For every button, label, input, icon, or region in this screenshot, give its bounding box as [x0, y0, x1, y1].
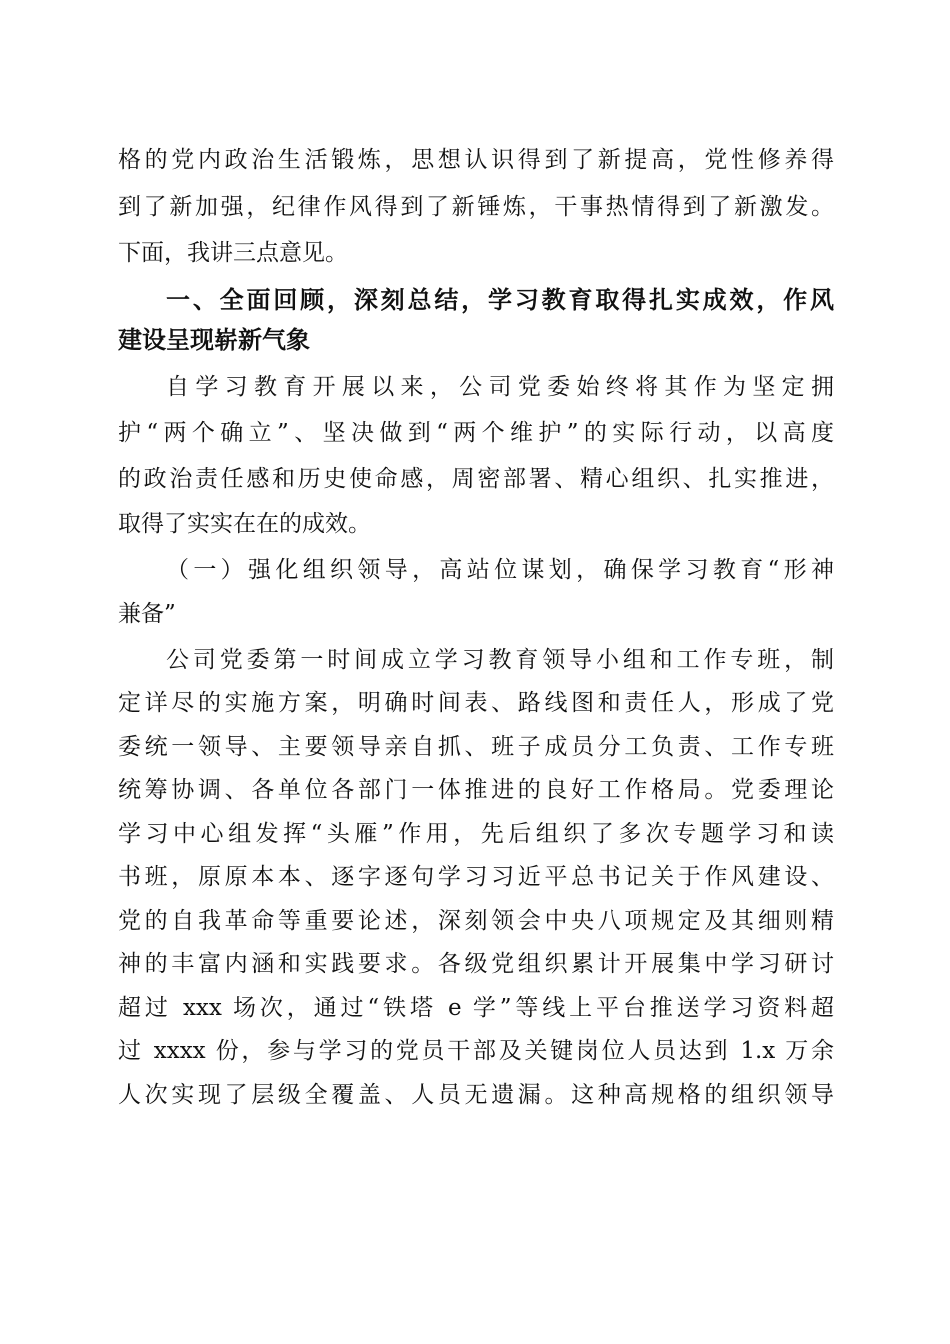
body-text-line: 公司党委第一时间成立学习教育领导小组和工作专班，制 [166, 647, 834, 673]
section-heading-line: 建设呈现崭新气象 [118, 326, 310, 354]
body-text-line: 格的党内政治生活锻炼，思想认识得到了新提高，党性修养得 [118, 147, 834, 173]
subsection-heading-line: （一）强化组织领导，高站位谋划，确保学习教育“形神 [166, 557, 834, 583]
body-text-line: 神的丰富内涵和实践要求。各级党组织累计开展集中学习研讨 [118, 951, 834, 977]
body-text-line: 的政治责任感和历史使命感，周密部署、精心组织、扎实推进， [118, 466, 834, 492]
subsection-heading-line: 兼备” [118, 601, 176, 627]
body-text-line: 书班，原原本本、逐字逐句学习习近平总书记关于作风建设、 [118, 864, 834, 890]
body-text-line: 学习中心组发挥“头雁”作用，先后组织了多次专题学习和读 [118, 821, 834, 847]
body-text-line: 党的自我革命等重要论述，深刻领会中央八项规定及其细则精 [118, 908, 834, 934]
section-heading-line: 一、全面回顾，深刻总结，学习教育取得扎实成效，作风 [166, 286, 834, 314]
body-text-line: 委统一领导、主要领导亲自抓、班子成员分工负责、工作专班 [118, 734, 834, 760]
body-text-line: 人次实现了层级全覆盖、人员无遗漏。这种高规格的组织领导 [118, 1082, 834, 1108]
body-text-line: 护“两个确立”、坚决做到“两个维护”的实际行动，以高度 [118, 420, 834, 446]
body-text-line: 过 xxxx 份，参与学习的党员干部及关键岗位人员达到 1.x 万余 [118, 1038, 834, 1064]
body-text-line: 统筹协调、各单位各部门一体推进的良好工作格局。党委理论 [118, 777, 834, 803]
body-text-line: 自学习教育开展以来，公司党委始终将其作为坚定拥 [166, 374, 834, 400]
body-text-line: 到了新加强，纪律作风得到了新锤炼，干事热情得到了新激发。 [118, 194, 834, 220]
body-text-line: 超过 xxx 场次，通过“铁塔 e 学”等线上平台推送学习资料超 [118, 995, 834, 1021]
body-text-line: 取得了实实在在的成效。 [118, 511, 371, 537]
body-text-line: 定详尽的实施方案，明确时间表、路线图和责任人，形成了党 [118, 690, 834, 716]
body-text-line: 下面，我讲三点意见。 [118, 240, 348, 266]
